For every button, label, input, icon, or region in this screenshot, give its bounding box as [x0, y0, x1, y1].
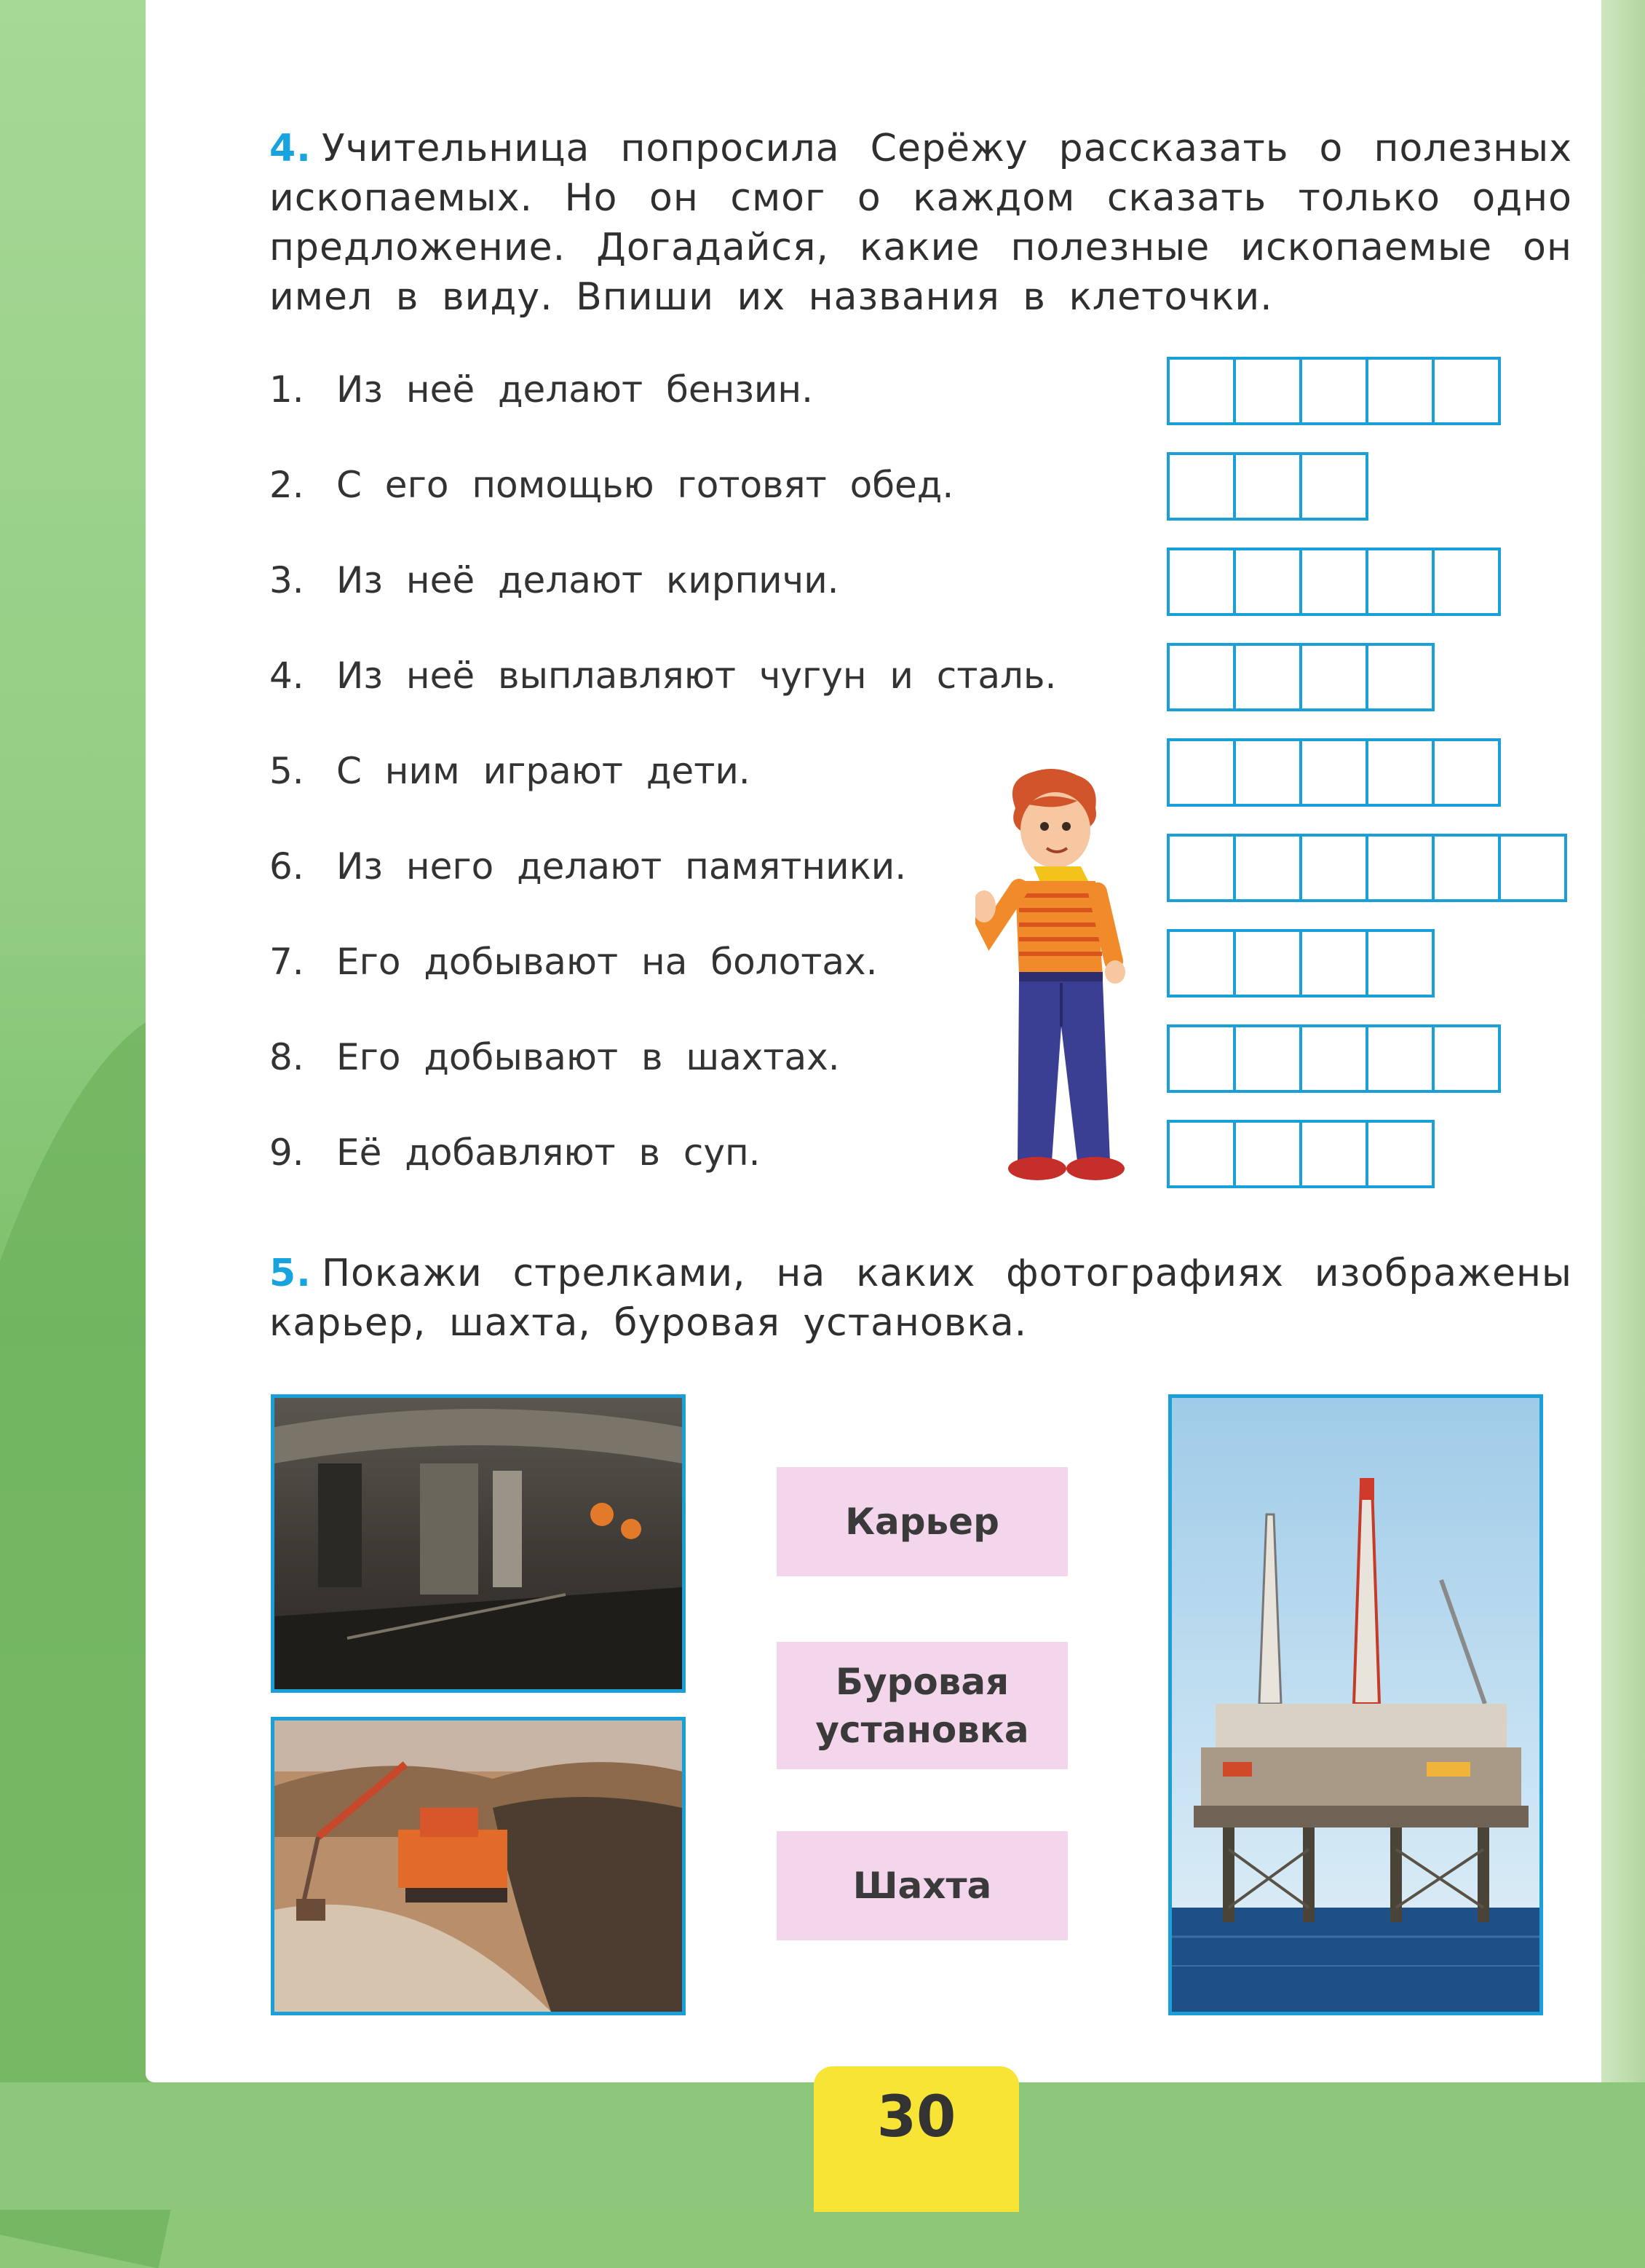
answer-cell[interactable] — [1498, 834, 1567, 902]
answer-cell[interactable] — [1167, 548, 1236, 616]
question-text: Из неё делают бензин. — [336, 368, 813, 411]
answer-cell[interactable] — [1299, 834, 1368, 902]
answer-cell[interactable] — [1432, 357, 1501, 425]
question-number: 7. — [269, 941, 304, 983]
question-text: Из неё выплавляют чугун и сталь. — [336, 655, 1057, 697]
question-text: Из неё делают кирпичи. — [336, 559, 839, 601]
question-row — [269, 738, 750, 804]
answer-boxes-6 — [1167, 834, 1567, 902]
answer-cell[interactable] — [1299, 643, 1368, 711]
question-text: Из него делают памятники. — [336, 845, 907, 888]
answer-cell[interactable] — [1233, 452, 1302, 521]
answer-cell[interactable] — [1432, 738, 1501, 807]
answer-cell[interactable] — [1167, 452, 1236, 521]
answer-cell[interactable] — [1365, 357, 1435, 425]
question-row — [269, 834, 906, 899]
answer-boxes-1 — [1167, 357, 1501, 425]
answer-boxes-7 — [1167, 929, 1435, 997]
answer-cell[interactable] — [1365, 1120, 1435, 1188]
label-quarry[interactable] — [777, 1467, 1068, 1576]
answer-cell[interactable] — [1365, 548, 1435, 616]
question-row — [269, 1120, 761, 1185]
answer-cell[interactable] — [1365, 1024, 1435, 1093]
quarry-image — [274, 1720, 682, 2012]
task-4-number: 4. — [269, 127, 312, 170]
question-number: 4. — [269, 655, 304, 697]
label-drilling-rig-text: Буровая установка — [815, 1660, 1029, 1751]
answer-cell[interactable] — [1365, 834, 1435, 902]
question-row — [269, 548, 839, 613]
question-text: С ним играют дети. — [336, 750, 750, 792]
answer-cell[interactable] — [1299, 929, 1368, 997]
task-5-instruction — [269, 1249, 1572, 1348]
answer-cell[interactable] — [1233, 834, 1302, 902]
question-number: 9. — [269, 1131, 304, 1174]
task-4-instruction — [269, 124, 1572, 322]
answer-cell[interactable] — [1432, 1024, 1501, 1093]
answer-cell[interactable] — [1432, 548, 1501, 616]
question-number: 1. — [269, 368, 304, 411]
background-right-strip — [1601, 0, 1645, 2210]
question-number: 3. — [269, 559, 304, 601]
answer-cell[interactable] — [1365, 643, 1435, 711]
answer-cell[interactable] — [1365, 929, 1435, 997]
question-number: 5. — [269, 750, 304, 792]
task-5-text: Покажи стрелками, на каких фотографиях изображены карьер, шахта, буровая установка. — [269, 1252, 1572, 1345]
question-text: Его добывают в шахтах. — [336, 1036, 840, 1078]
photo-quarry[interactable] — [271, 1717, 686, 2015]
answer-boxes-3 — [1167, 548, 1501, 616]
question-row — [269, 643, 1056, 708]
page-number: 30 — [876, 2085, 956, 2150]
question-row — [269, 929, 877, 995]
answer-boxes-9 — [1167, 1120, 1435, 1188]
answer-boxes-8 — [1167, 1024, 1501, 1093]
photo-drilling-rig[interactable] — [1168, 1394, 1543, 2015]
mine-image — [274, 1398, 682, 1689]
answer-cell[interactable] — [1233, 548, 1302, 616]
question-row — [269, 357, 813, 422]
task-4-text: Учительница попросила Серёжу рассказать о полезных ископаемых. Но он смог о каждом сказать только одно предложение. Догадайся, какие полезные ископаемые он имел в виду. Впиши их названия в клеточки. — [269, 127, 1572, 319]
question-number: 6. — [269, 845, 304, 888]
answer-boxes-2 — [1167, 452, 1368, 521]
answer-cell[interactable] — [1233, 1120, 1302, 1188]
question-row — [269, 452, 954, 518]
answer-cell[interactable] — [1167, 643, 1236, 711]
answer-cell[interactable] — [1299, 452, 1368, 521]
question-text: Её добавляют в суп. — [336, 1131, 761, 1174]
answer-cell[interactable] — [1233, 738, 1302, 807]
question-text: Его добывают на болотах. — [336, 941, 878, 983]
answer-cell[interactable] — [1299, 357, 1368, 425]
answer-cell[interactable] — [1299, 738, 1368, 807]
answer-cell[interactable] — [1365, 738, 1435, 807]
label-mine[interactable] — [777, 1831, 1068, 1940]
answer-cell[interactable] — [1233, 929, 1302, 997]
question-number: 8. — [269, 1036, 304, 1078]
label-mine-text: Шахта — [852, 1865, 992, 1907]
answer-cell[interactable] — [1233, 643, 1302, 711]
answer-cell[interactable] — [1299, 1120, 1368, 1188]
answer-cell[interactable] — [1299, 548, 1368, 616]
label-quarry-text: Карьер — [845, 1501, 999, 1543]
answer-cell[interactable] — [1233, 357, 1302, 425]
answer-boxes-4 — [1167, 643, 1435, 711]
answer-boxes-5 — [1167, 738, 1501, 807]
task-5-number: 5. — [269, 1252, 312, 1295]
drilling-rig-image — [1172, 1398, 1539, 2012]
question-row — [269, 1024, 840, 1090]
boy-illustration — [975, 764, 1179, 1187]
photo-mine[interactable] — [271, 1394, 686, 1693]
answer-cell[interactable] — [1299, 1024, 1368, 1093]
answer-cell[interactable] — [1233, 1024, 1302, 1093]
label-drilling-rig[interactable] — [777, 1642, 1068, 1769]
answer-cell[interactable] — [1167, 357, 1236, 425]
answer-cell[interactable] — [1432, 834, 1501, 902]
question-number: 2. — [269, 464, 304, 506]
question-text: С его помощью готовят обед. — [336, 464, 954, 506]
